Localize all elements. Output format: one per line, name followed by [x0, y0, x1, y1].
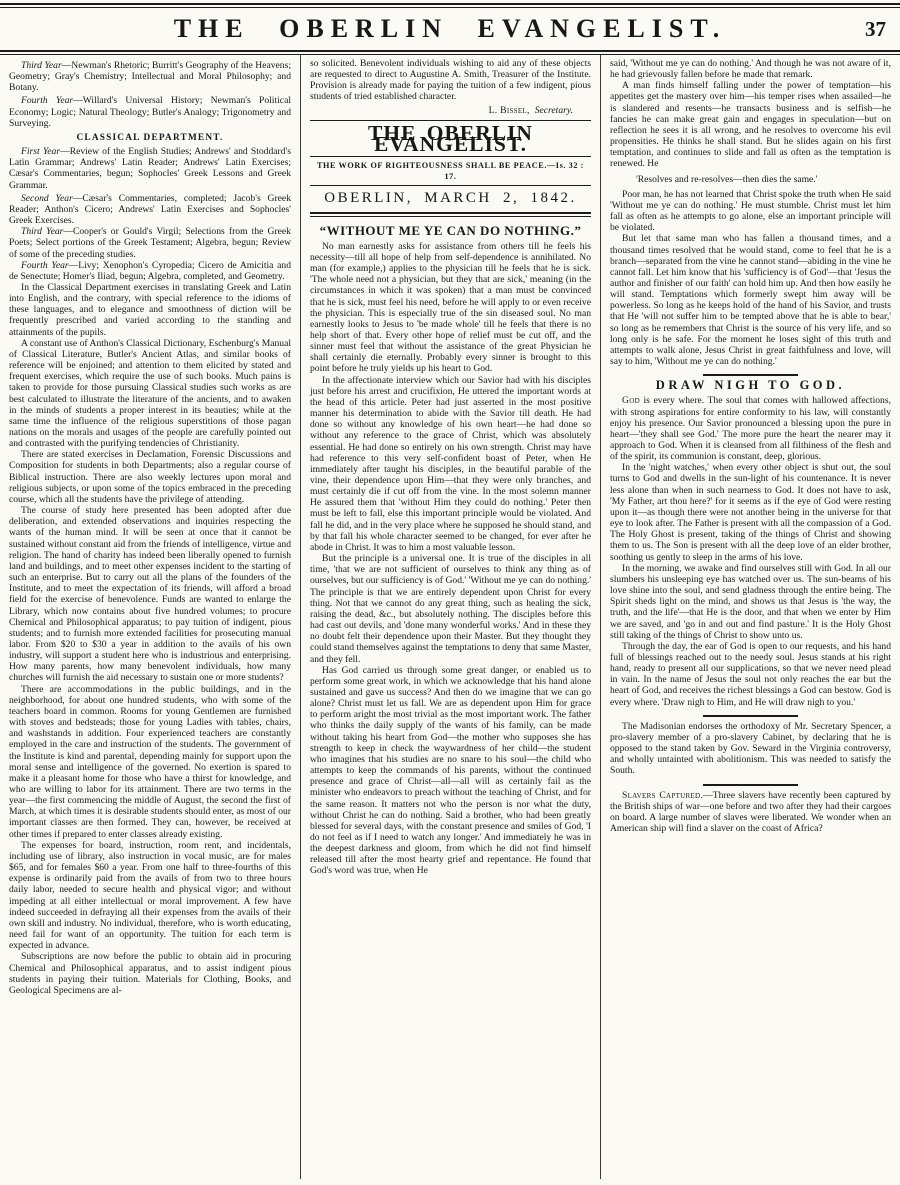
- masthead: [310, 120, 591, 217]
- paragraph: [610, 395, 891, 462]
- paragraph: Subscriptions are now before the public to obtain aid in procuring Chemical and Philosophical apparatus, and to assist indigent pious students in paying their tuition. Materials for Clothing, Books, and Geological Specimens are al-: [9, 951, 291, 996]
- paragraph: In the 'night watches,' when every other object is shut out, the soul turns to God and dwells in the sun-light of his countenance. It is never less alone than when in such nearness to God. It does not have to ask, 'My Father, art thou here?' for it seems as if the eye of God were resting upon it—as though there were not another being in the universe for that eye to look after. The Father is present with all the compassion of a God. The Holy Ghost is present, taking of the things of Christ and showing them to us. The Son is present with all the deep love of an elder brother, soothing us gently to sleep in the arms of his love.: [610, 462, 891, 563]
- paragraph-lead: Slavers Captured.: [622, 789, 704, 801]
- paragraph-lead: First Year: [21, 146, 61, 158]
- paragraph-text: —Review of the English Studies; Andrews' and Stoddard's Latin Grammar; Andrews' Latin Reader; Andrews' Latin Exercises; Cæsar's Commentaries, begun; Sophocles' Greek Lessons and Greek Grammar.: [9, 146, 291, 191]
- paragraph-lead: Third Year: [21, 226, 64, 238]
- masthead-rule: [310, 156, 591, 157]
- column-1: [0, 55, 300, 1179]
- paragraph: In the affectionate interview which our Savior had with his disciples just before his arrest and crucifixion, He uttered the important words at the head of this article. Peter had just asserted in the most positive manner his determination to abide with the Savior till death. He had done so without any knowledge of his own heart—he had done so without any reference to the grace of Christ, which was absolutely essential. He had done so entirely on his own strength. Christ may have had reference to this very self-confident boast of Peter, when He immediately after taught his disciples, in the beautiful parable of the vine, their dependence upon Him—that they were only branches, and must certainly die if cut off from the vine. In the most solemn manner He assured them that 'without Him they could do nothing.' Peter then must be left to fall, else this important principle would be violated. And fall he did, and in the very place where he supposed he should stand, and by that fall his whole character seemed to be changed, for ever after he abode in Christ. It was to him a most valuable lesson.: [310, 374, 591, 553]
- article-title-draw-nigh: DRAW NIGH TO GOD.: [655, 378, 846, 393]
- article-title-without-me: “WITHOUT ME YE CAN DO NOTHING.”: [319, 222, 582, 238]
- section-divider-rule: [703, 715, 798, 717]
- column-2: [300, 55, 600, 1179]
- paragraph-text: is every where. The soul that comes with hallowed affections, with strong aspirations for entire conformity to his law, will constantly enjoy his presence. Our Savior pronounced a blessing upon the pure in heart—'they shall see God.' The more pure the heart the nearer may it approach to God. When it is cleansed from all filthiness of the flesh and of the spirit, its communion is constant, deep, glorious.: [610, 395, 891, 463]
- masthead-title: THE OBERLIN EVANGELIST.: [368, 120, 533, 156]
- verse-quote: 'Resolves and re-resolves—then dies the same.': [636, 173, 818, 185]
- paragraph: A man finds himself falling under the power of temptation—his appetites get the mastery over him—his temper rises when assailed—he is slandered and resents—he transacts business and is selfish—he fancies he can make great gain and engages in speculation—but on reflection he sees it is all wrong, and he resolves to overcome his evil propensities. He thinks he shall stand. But he slides again on his first temptation, and continues to slide and fall as often as the temptation is renewed. He: [610, 80, 891, 170]
- masthead-rule: [310, 216, 591, 217]
- paragraph-lead: Fourth Year: [21, 259, 69, 271]
- paragraph-lead: God: [622, 395, 640, 407]
- paragraph: But the principle is a universal one. It is true of the disciples in all time, 'that we are not sufficient of ourselves to think any thing as of ourselves, but our sufficiency is of God.' 'Without me ye can do nothing.' The principle is that we are entirely dependent upon Christ for every thing. Not that we cannot do any great thing, such as healing the sick, raising the dead, &c., but absolutely nothing. The disciples before this had cast out devils, and 'done many wonderful works.' And in these they no doubt felt their dependence upon their Master. But they thought they could stand themselves against the temptations to deny that same Master, and they fell.: [310, 553, 591, 665]
- paragraph: Has God carried us through some great danger, or enabled us to perform some great work, in which we acknowledge that his hand alone sustained and gave us success? And then do we imagine that we can go alone? Christ must let us fall. We are as dependent upon Him for grace to perform aright the most trivial as the most important work. The father who thinks the daily supply of the wants of his family, can be made without taking his heart from God—the mother who supposes she has strength to keep in check the waywardness of her child—the student who imagines that his studies are no snare to his soul—the child who attempts to keep the commands of his parents, without the continued presence and grace of Christ—all—all will as certainly fail as the minister who endeavors to preach without the teaching of Christ, and for the same reason. It matters not who the person is nor what the duty, without Christ he can do nothing. Said a brother, who had been greatly blessed for several days, with the constant presence and smiles of God, 'I do not feel as if I need to watch any longer.' And immediately he was in the deepest darkness and gloom, from which he did not find himself released till after the most hearty grief and repentance. He found that God's word was true, when He: [310, 664, 591, 877]
- paragraph-text: —Newman's Rhetoric; Burritt's Geography of the Heavens; Geometry; Gray's Chemistry; Intellectual and Moral Philosophy; and Botany.: [9, 60, 291, 94]
- page-header: [0, 8, 900, 50]
- paragraph: [9, 60, 291, 93]
- columns: [0, 55, 900, 1179]
- paragraph-text: —Willard's Universal History; Newman's Political Economy; Logic; Natural Theology; Butler's Analogy; Trigonometry and Surveying.: [9, 95, 291, 129]
- paragraph: [9, 146, 291, 191]
- paragraph: In the Classical Department exercises in translating Greek and Latin into English, and the contrary, with special reference to the idioms of these languages, and to elegance and smoothness of diction will be frequently prescribed and varied according to the standing and attainments of the pupils.: [9, 281, 291, 338]
- paragraph: The expenses for board, instruction, room rent, and incidentals, including use of library, also instruction in vocal music, are for males $65, and for females $60 a year. From one half to three-fourths of this expense is ordinarily paid from the avails of from two to three hours daily labor, needed to secure health and physical vigor; and without impeding at all either intellectual or moral improvement. A few have indeed succeeded in defraying all their expenses from the avails of their own skill and industry. No individual, therefore, who is worth educating, need fail for want of an opportunity. The tuition for each term is expected in advance.: [9, 839, 291, 952]
- paragraph: There are stated exercises in Declamation, Forensic Discussions and Composition for students in both Departments; also a regular course of Biblical instruction. There are also weekly lectures upon moral and religious subjects, or upon some of the topics embraced in the preceding course, which all the students have the privilege of attending.: [9, 449, 291, 505]
- paragraph: No man earnestly asks for assistance from others till he feels his necessity—till all hope of help from self-dependence is annihilated. No man (for example,) applies to the physician till he feels that he is sick. 'The whole need not a physician, but they that are sick,' meaning (in the circumstances in which it was spoken) that a man must be convinced that he is sick, must feel his need, before he will apply to or even receive the physician. This is especially true of the sin diseased soul. No man earnestly looks to Jesus to 'be made whole' till he feels that there is no help short of that. Every other hope of relief must be cut off, and the sinner must feel that without the assistance of the great Physician he shall certainly die eternally. Probably every sinner is brought to this point before he truly yields up his heart to God.: [310, 240, 591, 375]
- newspaper-title: THE OBERLIN EVANGELIST.: [173, 14, 727, 43]
- brief-item-madisonian: The Madisonian endorses the orthodoxy of Mr. Secretary Spencer, a pro-slavery member of a pro-slavery Cabinet, by declaring that he is opposed to the stand taken by Gov. Seward in the Virginia controversy, and wholly untainted with abolitionism. This was needed to satisfy the South.: [610, 720, 891, 777]
- masthead-rule: [310, 185, 591, 186]
- signature-line: [310, 105, 573, 116]
- paragraph: The course of study here presented has been adopted after due deliberation, and extended observations and inquiries respecting the wants of the human mind. It will be seen at once that it cannot be sustained without constant aid from the friends of intelligence, virtue and religion. The hand of charity has indeed been liberally opened to furnish land and buildings, and to meet other expenses incident to the starting of such an enterprise. But to carry out all the plans of the founders of the Institute, and to meet the expectation of its friends, will afford a broad field for the exercise of benevolence. Funds are wanted to enlarge the Library, which now contains about five hundred volumes; to procure Chemical and Philosophical apparatus; to pay tuition of indigent, pious students; and to furnish more extended facilities for prosecuting manual labor. From $20 to $30 a year in addition to the avails of his own industry, will support a student here who is industrious and enterprising. How many parents, how many benevolent individuals, how many churches will furnish the aid necessary to sustain one or more students?: [9, 505, 291, 684]
- paragraph: [9, 260, 291, 282]
- masthead-dateline: OBERLIN, MARCH 2, 1842.: [324, 190, 577, 207]
- paragraph: A constant use of Anthon's Classical Dictionary, Eschenburg's Manual of Classical Literature, Butler's Ancient Atlas, and similar books of reference will be enjoined; and attention to them elicited by stated and frequent exercises, which require the use of such books. Much pains is taken to provide for those pursuing Classical studies such works as are best calculated to illustrate the literature of the ancients, and to awaken in the minds of students a proper interest in its beauties; while at the same time the influence of the religious superstitions of those pagan nations on the morals and usages of the people are carefully pointed out and contrasted with the purifying tendencies of Christianity.: [9, 337, 291, 450]
- masthead-motto: THE WORK OF RIGHTEOUSNESS SHALL BE PEACE.—Is. 32 : 17.: [316, 161, 585, 182]
- page-number: 37: [865, 17, 886, 41]
- paragraph: In the morning, we awake and find ourselves still with God. In all our slumbers his unsleeping eye has watched over us. The sun-beams of his love shine into the soul, and send gladness through the entire being. The Spirit sheds light on the mind, and shows us that Jesus is 'the way, the truth, and the life'—that He is the door, and that when we enter by Him we are saved, and 'go in and out and find pasture.' It is the Holy Ghost still taking of the things of Christ to show unto us.: [610, 562, 891, 641]
- section-divider-rule: [703, 374, 798, 376]
- masthead-rule: [310, 212, 591, 214]
- paragraph-lead: Second Year: [21, 192, 73, 204]
- section-divider-rule: [703, 784, 798, 786]
- paragraph-lead: Third Year: [21, 60, 62, 71]
- paragraph: so solicited. Benevolent individuals wishing to aid any of these objects are requested to direct to Augustine A. Smith, Treasurer of the Institute. Provision is already made for paying the tuition of a few indigent, pious students of tried established character.: [310, 58, 591, 103]
- paragraph: [9, 193, 291, 226]
- signature-name: L. Bissel,: [488, 104, 530, 116]
- paragraph: Poor man, he has not learned that Christ spoke the truth when He said 'Without me ye can do nothing.' He must stumble. Christ must let him fall as often as he attempts to go alone, else an important principle will be violated.: [610, 188, 891, 234]
- paragraph-text: —Livy; Xenophon's Cyropedia; Cicero de Amicitia and de Senectute; Homer's Iliad, begun; Algebra, completed, and Geometry.: [9, 259, 291, 282]
- paragraph: said, 'Without me ye can do nothing.' And though he was not aware of it, he had grievously fallen before he made that remark.: [610, 58, 891, 81]
- signature-role: Secretary.: [534, 104, 573, 116]
- paragraph-text: —Cooper's or Gould's Virgil; Selections from the Greek Poets; Select portions of the Greek Testament; Algebra, begun; Review of some of the preceding studies.: [9, 226, 291, 260]
- section-heading-classical-department: CLASSICAL DEPARTMENT.: [76, 132, 224, 143]
- paragraph: Through the day, the ear of God is open to our requests, and his hand full of blessings reached out to the needy soul. Jesus stands at his right hand, ready to present all our supplications, so that we never need plead in vain. In the name of Jesus the soul not only reaches the ear but the heart of God, and receives the richest blessings a God can bestow. God is every where. 'Draw nigh to Him, and He will draw nigh to you.': [610, 640, 891, 708]
- paragraph-text: —Cæsar's Commentaries, completed; Jacob's Greek Reader; Anthon's Cicero; Andrews' Latin Exercises and Sophocles' Greek Exercises.: [9, 192, 291, 227]
- paragraph: [9, 226, 291, 259]
- column-3: [600, 55, 900, 1179]
- paragraph-text: —Three slavers have recently been captured by the British ships of war—one before and two after they had their cargoes on board. A large number of slaves were liberated. We wonder when an American ship will find a slaver on the coast of Africa?: [610, 789, 892, 834]
- paragraph: But let that same man who has fallen a thousand times, and a thousand times resolved that he would stand, come to feel that he is a branch—separated from the vine he cannot stand—abiding in the vine he cannot fall. Let him know that his 'sufficiency is of God'—that 'Jesus the author and finisher of our faith' can hold him up. And then how easily he will stand. Temptations which formerly swept him away will be powerless. So long as he keeps hold of the hand of his Savior, and trusts that He 'will not suffer him to be tempted above that he is able to bear,' so long as he remembers that Christ is the source of his very life, and so long only is he safe. For the moment he loses sight of this truth and attempts to walk alone, Jesus Christ in great faithfulness and love, will say to him, 'Without me ye can do nothing.': [610, 233, 891, 368]
- top-rule: [0, 3, 900, 5]
- paragraph-lead: Fourth Year: [21, 95, 74, 107]
- brief-item-slavers-captured: [610, 790, 891, 835]
- header-rule: [0, 50, 900, 52]
- paragraph: There are accommodations in the public buildings, and in the neighborhood, for about one hundred students, who with some of the teachers board in common. Rooms for young Gentlemen are furnished with stoves and bedsteads; those for young Ladies with tables, chairs, and washstands in addition. Four experienced teachers are constantly employed in the care and instruction of the students. The government of the Institute is kind and parental, depending mainly for support upon the moral sense and intelligence of the governed. No exertion is spared to make it a pleasant home for those who have a thirst for knowledge, and who are willing to labor for its attainment. There are two terms in the year—the first commencing the middle of August, the second the first of March, at which times it is desirable students should enter, as most of our important classes are then formed. They can, however, be received at other times if prepared to enter classes already existing.: [9, 683, 291, 840]
- paragraph: [9, 95, 291, 128]
